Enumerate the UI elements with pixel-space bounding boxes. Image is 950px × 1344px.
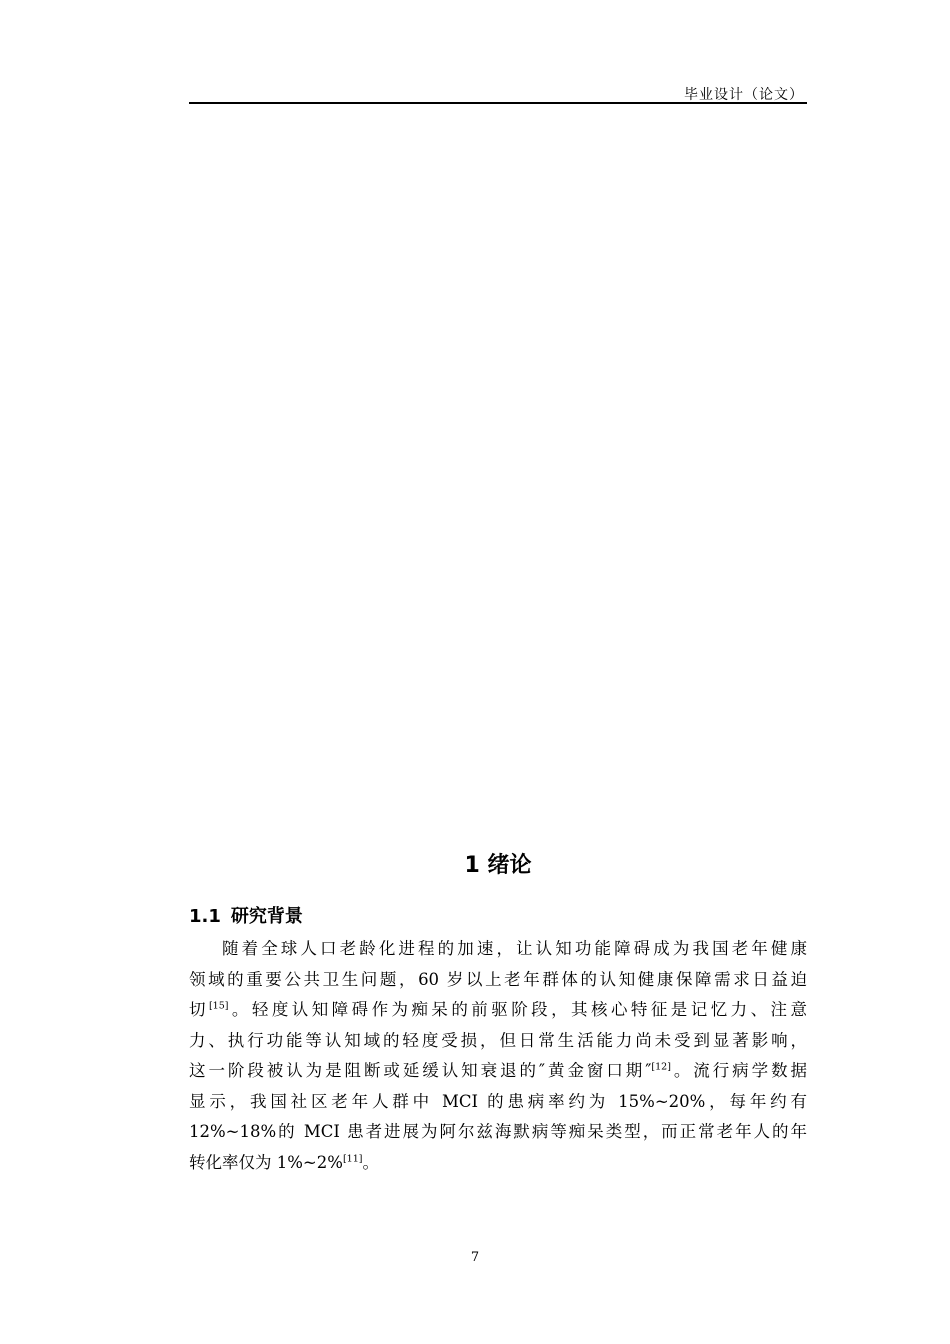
paragraph-line: 力、执行功能等认知域的轻度受损，但日常生活能力尚未受到显著影响， [189,1030,807,1050]
citation-marker: [15] [208,1000,229,1012]
paragraph-line: 领域的重要公共卫生问题，60 岁以上老年群体的认知健康保障需求日益迫 [189,969,807,989]
citation-marker: [11] [342,1153,363,1164]
paragraph-line [189,995,807,1026]
line-text: 转化率仅为 1%~2% [189,1152,343,1172]
paragraph-line: 12%~18%的 MCI 患者进展为阿尔兹海默病等痴呆类型，而正常老年人的年 [189,1122,807,1141]
paragraph-line [189,1056,807,1087]
section-heading [189,902,303,928]
line-text: 。轻度认知障碍作为痴呆的前驱阶段，其核心特征是记忆力、注意 [228,1000,808,1019]
body-paragraph [189,934,807,1178]
chapter-title: 1 绪论 [464,853,532,878]
line-text: 这一阶段被认为是阻断或延缓认知衰退的″黄金窗口期″ [189,1061,652,1080]
section-title: 研究背景 [230,906,303,927]
page-number: 7 [470,1250,480,1265]
running-header: 毕业设计（论文） [684,87,804,103]
citation-marker: [12] [651,1061,671,1073]
section-number: 1.1 [189,906,221,927]
line-text: 切 [189,1000,209,1019]
paragraph-line: 随着全球人口老龄化进程的加速，让认知功能障碍成为我国老年健康 [222,939,807,958]
paragraph-line: 显示，我国社区老年人群中 MCI 的患病率约为 15%~20%，每年约有 [189,1091,807,1111]
line-text: 。流行病学数据 [670,1061,808,1080]
paragraph-line [189,1148,807,1179]
header-rule [189,102,807,104]
line-text: 。 [362,1152,379,1172]
